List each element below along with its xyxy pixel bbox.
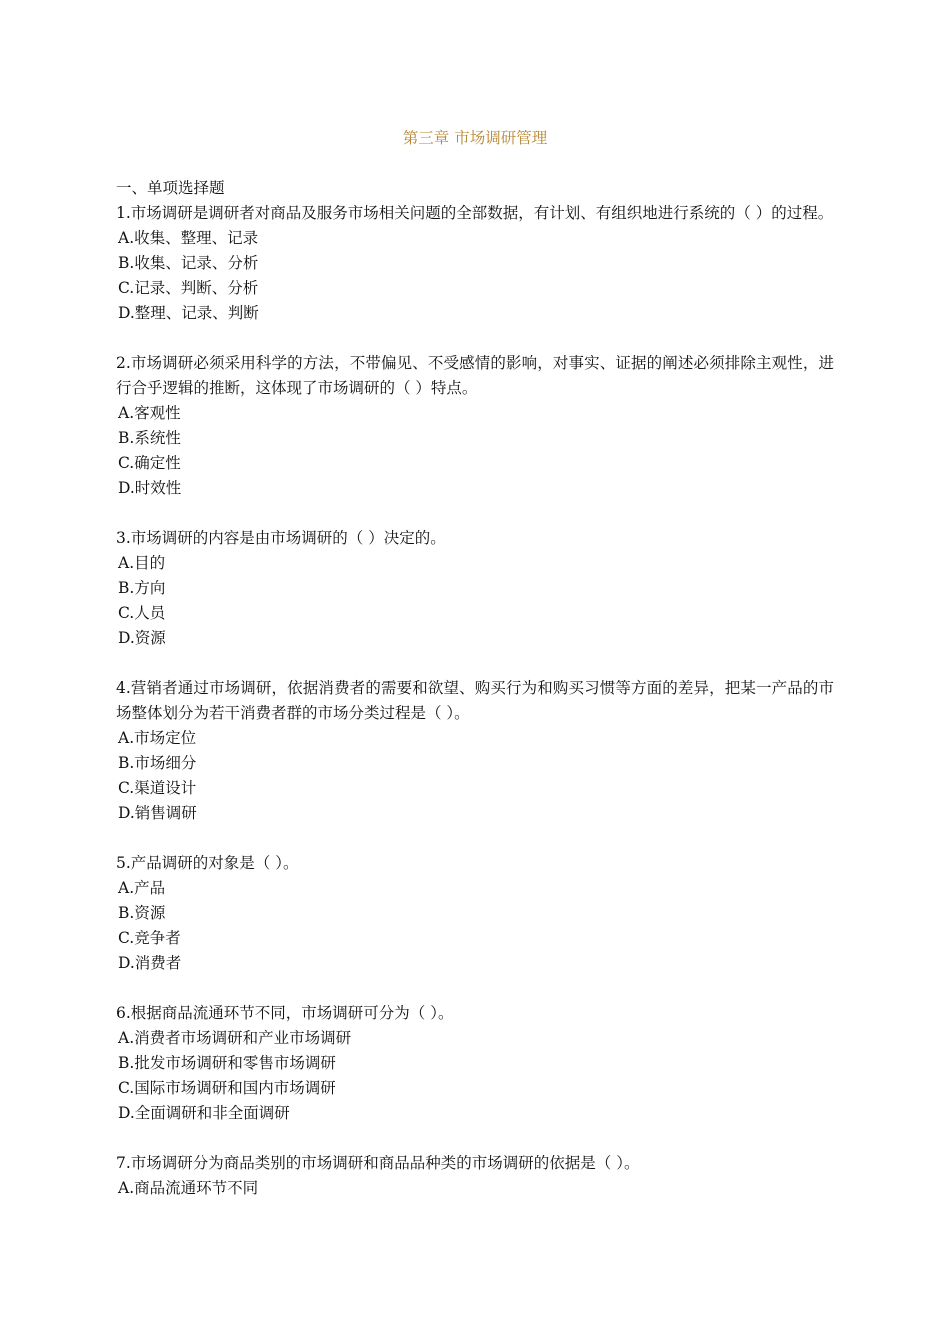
question-1 (116, 201, 834, 326)
option-d: D.资源 (118, 629, 166, 647)
question-stem: 2.市场调研必须采用科学的方法，不带偏见、不受感情的影响，对事实、证据的阐述必须排除主观性，进行合乎逻辑的推断，这体现了市场调研的（ ）特点。 (116, 354, 834, 397)
option-c: C.竞争者 (118, 929, 181, 947)
option-d: D.整理、记录、判断 (118, 304, 259, 322)
chapter-title: 第三章 市场调研管理 (402, 129, 548, 147)
document-body (116, 176, 834, 1226)
option-a: A.商品流通环节不同 (118, 1179, 259, 1197)
section-heading: 一、单项选择题 (116, 179, 225, 197)
question-2 (116, 351, 834, 501)
option-a: A.客观性 (118, 404, 181, 422)
option-c: C.记录、判断、分析 (118, 279, 259, 297)
question-3 (116, 526, 834, 651)
option-b: B.资源 (118, 904, 166, 922)
question-stem: 5.产品调研的对象是（ ）。 (116, 854, 299, 872)
question-stem: 3.市场调研的内容是由市场调研的（ ）决定的。 (116, 529, 446, 547)
option-d: D.消费者 (118, 954, 182, 972)
option-c: C.人员 (118, 604, 166, 622)
option-a: A.产品 (118, 879, 166, 897)
option-c: C.国际市场调研和国内市场调研 (118, 1079, 336, 1097)
option-b: B.批发市场调研和零售市场调研 (118, 1054, 336, 1072)
option-b: B.方向 (118, 579, 166, 597)
option-c: C.渠道设计 (118, 779, 197, 797)
option-a: A.消费者市场调研和产业市场调研 (118, 1029, 352, 1047)
option-b: B.收集、记录、分析 (118, 254, 259, 272)
option-d: D.全面调研和非全面调研 (118, 1104, 290, 1122)
question-stem: 1.市场调研是调研者对商品及服务市场相关问题的全部数据，有计划、有组织地进行系统的（ ）的过程。 (116, 204, 834, 222)
question-6 (116, 1001, 834, 1126)
option-d: D.时效性 (118, 479, 182, 497)
question-stem: 7.市场调研分为商品类别的市场调研和商品品种类的市场调研的依据是（ ）。 (116, 1154, 640, 1172)
question-4 (116, 676, 834, 826)
question-7 (116, 1151, 834, 1201)
question-stem: 6.根据商品流通环节不同，市场调研可分为（ ）。 (116, 1004, 454, 1022)
option-b: B.市场细分 (118, 754, 197, 772)
option-a: A.收集、整理、记录 (118, 229, 259, 247)
option-a: A.市场定位 (118, 729, 197, 747)
option-a: A.目的 (118, 554, 166, 572)
option-b: B.系统性 (118, 429, 181, 447)
option-c: C.确定性 (118, 454, 181, 472)
question-5 (116, 851, 834, 976)
question-stem: 4.营销者通过市场调研，依据消费者的需要和欲望、购买行为和购买习惯等方面的差异，把某一产品的市场整体划分为若干消费者群的市场分类过程是（ ）。 (116, 679, 834, 722)
option-d: D.销售调研 (118, 804, 197, 822)
